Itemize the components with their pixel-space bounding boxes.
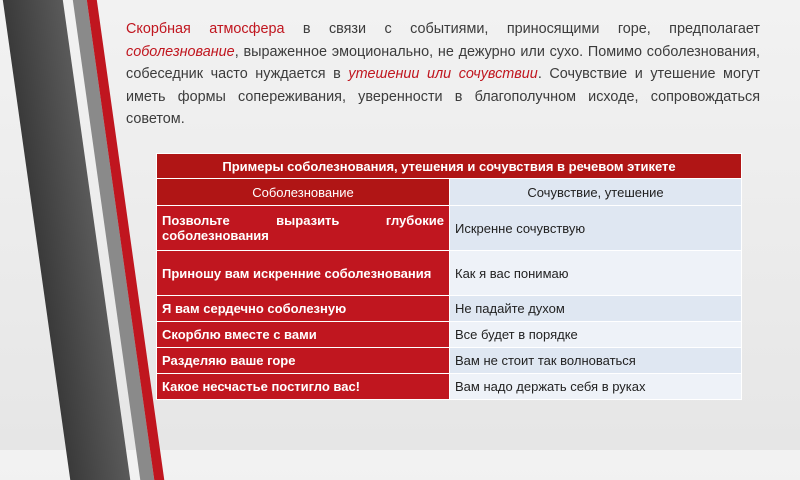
sympathy-cell: Вам надо держать себя в руках (450, 374, 742, 400)
etiquette-table (156, 153, 742, 400)
table-row (157, 296, 742, 322)
intro-text: , выраженное эмоционально, не дежурно или сухо. Помимо соболезнования, собеседник часто нуждается в (126, 43, 760, 82)
intro-text: в связи с событиями, приносящими горе, предполагает (284, 21, 760, 37)
sympathy-cell: Вам не стоит так волноваться (450, 348, 742, 374)
condolence-cell: Разделяю ваше горе (157, 348, 450, 374)
condolence-cell: Скорблю вместе с вами (157, 322, 450, 348)
intro-paragraph (126, 18, 760, 131)
condolence-cell: Позвольте выразить глубокие соболезнования (157, 206, 450, 251)
table-row (157, 348, 742, 374)
condolence-cell: Я вам сердечно соболезную (157, 296, 450, 322)
sympathy-cell: Не падайте духом (450, 296, 742, 322)
sympathy-cell: Все будет в порядке (450, 322, 742, 348)
sympathy-cell: Искренне сочувствую (450, 206, 742, 251)
intro-highlight: Скорбная атмосфера (126, 21, 285, 37)
table-title: Примеры соболезнования, утешения и сочувствия в речевом этикете (157, 154, 742, 179)
intro-emphasis-comfort: утешении или сочувствии (348, 66, 538, 82)
sympathy-cell: Как я вас понимаю (450, 251, 742, 296)
condolence-cell: Какое несчастье постигло вас! (157, 374, 450, 400)
intro-text: . Сочувствие и утешение могут иметь формы сопереживания, уверенности в благополучном исходе, сопровождаться советом. (126, 66, 760, 127)
column-header-condolence: Соболезнование (157, 179, 450, 206)
table-row (157, 374, 742, 400)
table-row (157, 251, 742, 296)
column-header-sympathy: Сочувствие, утешение (450, 179, 742, 206)
condolence-cell: Приношу вам искренние соболезнования (157, 251, 450, 296)
intro-emphasis-condolence: соболезнование (126, 43, 235, 60)
table-row (157, 322, 742, 348)
table-row (157, 206, 742, 251)
